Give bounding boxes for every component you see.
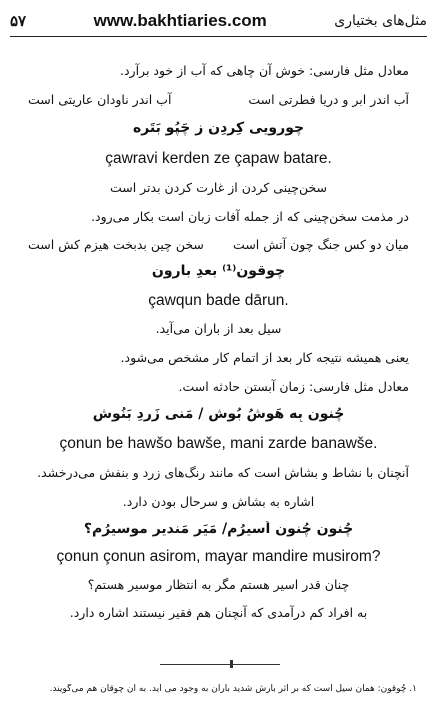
translation: چنان قدر اسیر هستم مگر به انتظار موسیر هستم؟ [87, 577, 350, 592]
proverb-heading: چوقون⁽¹⁾ بعدِ بارون [151, 263, 286, 279]
book-title: مثل‌های بختیاری [334, 13, 427, 29]
transliteration: çawqun bade dārun. [148, 292, 289, 309]
footnote-separator [160, 664, 280, 665]
separator-mark [230, 660, 233, 668]
text-line: به افراد کم درآمدی که آنچنان هم فقیر نیستند اشاره دارد. [69, 605, 368, 620]
transliteration: çawravi kerden ze çapaw batare. [105, 150, 332, 167]
text-line: یعنی همیشه نتیجه کار بعد از اتمام کار مشخص می‌شود. [120, 350, 409, 365]
text-line: در مذمت سخن‌چینی که از جمله آفات زبان است بکار می‌رود. [91, 209, 409, 224]
transliteration: çonun çonun asirom, mayar mandire musirom? [56, 548, 381, 565]
proverb-heading: چُنون چُنون اَسیرُم/ مَیَر مَندیرِ موسیرُم؟ [83, 521, 354, 537]
verse-line [28, 92, 409, 107]
page-number: ۵۷ [10, 12, 27, 30]
translation: آنچنان با نشاط و بشاش است که مانند رنگ‌های زرد و بنفش می‌درخشد. [37, 465, 409, 480]
footnote: ۱. چُوقون: همان سیل است که بر اثر بارش شدید باران به وجود می آید. به آن چوقان هم می‌گویند. [49, 684, 417, 694]
text-line: معادل مثل فارسی: زمان آبستن حادثه است. [178, 379, 409, 394]
hemistich-left: آب اندر ناودان عاریتی است [28, 92, 172, 107]
hemistich-right: آب اندر ابر و دریا فطرتی است [248, 92, 409, 107]
text-line: معادل مثل فارسی: خوش آن چاهی که آب از خود برآرد. [120, 63, 409, 78]
translation: سیل بعد از باران می‌آید. [155, 321, 282, 336]
verse-line [28, 237, 409, 252]
hemistich-right: میان دو کس جنگ چون آتش است [233, 237, 409, 252]
hemistich-left: سخن چین بدبخت هیزم کش است [28, 237, 204, 252]
page-header [10, 6, 427, 37]
translation: سخن‌چینی کردن از غارت کردن بدتر است [109, 180, 328, 195]
transliteration: çonun be hawšo bawše, mani zarde banawše. [59, 435, 378, 452]
proverb-heading: چوروِیی کِردِن زِ چَپُو بَتَرِه [132, 120, 305, 136]
text-line: اشاره به بشاش و سرحال بودن دارد. [122, 494, 315, 509]
website-url: www.bakhtiaries.com [93, 11, 267, 30]
proverb-heading: چُنون بِه هَوشُ بُوشِ / مَنی زَردِ بَنُوشِ [92, 406, 345, 422]
